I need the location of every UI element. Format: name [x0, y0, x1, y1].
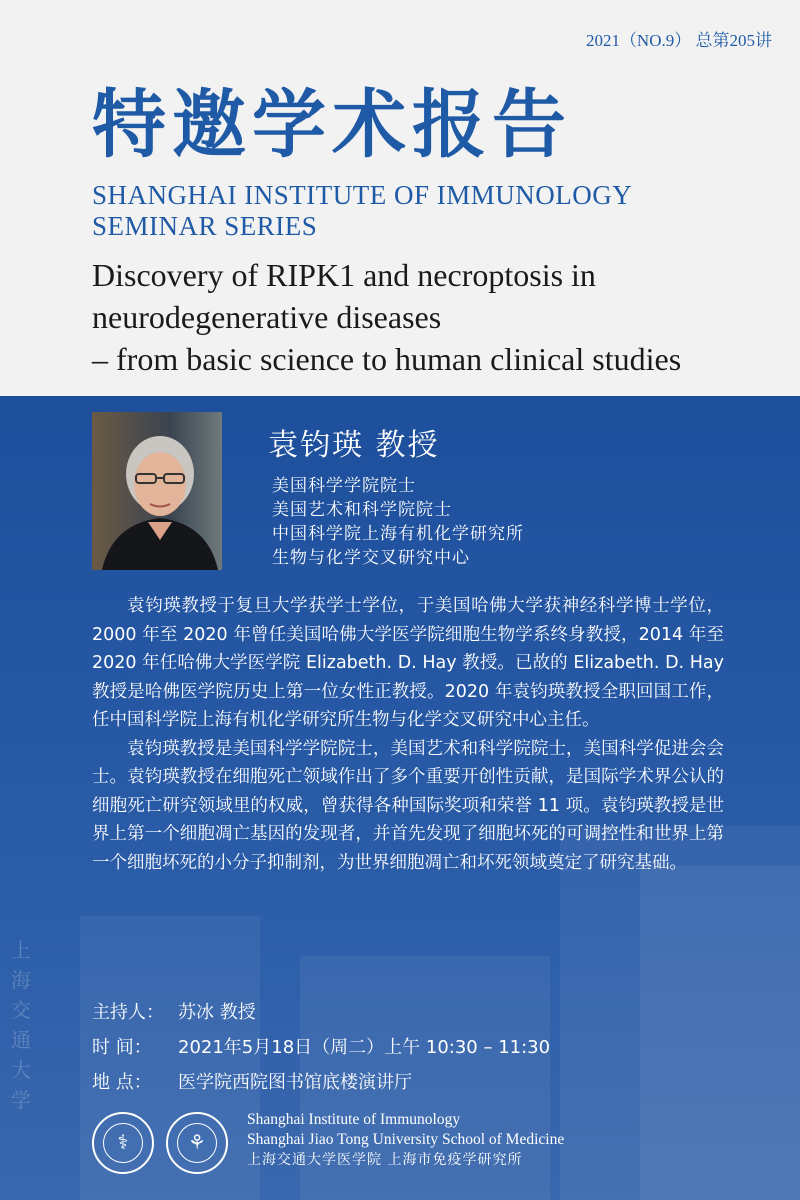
talk-title — [92, 254, 782, 380]
bio-paragraph-2: 袁钧瑛教授是美国科学学院院士，美国艺术和科学院院士，美国科学促进会会士。袁钧瑛教授在细胞死亡领域作出了多个重要开创性贡献，是国际学术界公认的细胞死亡研究领域里的权威，曾获得各种国际奖项和荣誉 11 项。袁钧瑛教授是世界上第一个细胞凋亡基因的发现者，并首先发现了细胞坏死的可调控性和世界上第一个细胞坏死的小分子抑制剂，为世界细胞凋亡和坏死领域奠定了研究基础。 — [92, 738, 724, 873]
header-panel — [0, 0, 800, 396]
talk-title-line-2: neurodegenerative diseases — [92, 299, 442, 335]
talk-title-line-1: Discovery of RIPK1 and necroptosis in — [92, 257, 596, 293]
place-row — [92, 1065, 550, 1100]
speaker-name: 袁钧瑛 教授 — [268, 428, 440, 463]
host-label: 主持人： — [92, 1002, 164, 1023]
speaker-title-2: 美国艺术和科学院院士 — [272, 500, 452, 520]
bio-paragraph-1: 袁钧瑛教授于复旦大学获学士学位，于美国哈佛大学获神经科学博士学位，2000 年至 2020 年曾任美国哈佛大学医学院细胞生物学系终身教授，2014 年至 2020 年任哈佛大学医学院 Elizabeth. D. Hay 教授。已故的 Elizabeth. D. Hay 教授是哈佛医学院历史上第一位女性正教授。2020 年袁钧瑛教授全职回国工作，任中国科学院上海有机化学研究所生物与化学交叉研究中心主任。 — [92, 596, 724, 730]
speaker-title-3: 中国科学院上海有机化学研究所 — [272, 524, 524, 544]
place-value: 医学院西院图书馆底楼演讲厅 — [178, 1072, 412, 1093]
series-line-2: SEMINAR SERIES — [92, 211, 318, 241]
place-label: 地 点： — [92, 1072, 152, 1093]
host-value: 苏冰 教授 — [178, 1002, 256, 1023]
institution-cn: 上海交通大学医学院 上海市免疫学研究所 — [247, 1152, 523, 1168]
speaker-bio — [92, 592, 724, 877]
building-bg-2 — [640, 866, 800, 1200]
immunology-institute-logo-icon: ⚘ — [166, 1112, 228, 1174]
speaker-title-4: 生物与化学交叉研究中心 — [272, 548, 470, 568]
time-row — [92, 1030, 550, 1065]
speaker-portrait-icon — [92, 412, 222, 570]
sjtu-medicine-logo-icon: ⚕ — [92, 1112, 154, 1174]
talk-title-line-3: – from basic science to human clinical studies — [92, 341, 682, 377]
speaker-titles — [272, 474, 524, 570]
seminar-series — [92, 180, 632, 242]
institution-en-1: Shanghai Institute of Immunology — [247, 1111, 461, 1128]
issue-number: 2021（NO.9） 总第205讲 — [585, 31, 772, 50]
host-row — [92, 995, 550, 1030]
time-value: 2021年5月18日（周二）上午 10:30 – 11:30 — [178, 1037, 551, 1058]
institution-block — [247, 1110, 564, 1170]
time-label: 时 间： — [92, 1037, 152, 1058]
page-title: 特邀学术报告 — [92, 82, 572, 168]
speaker-photo — [92, 412, 222, 570]
event-info — [92, 995, 550, 1100]
institution-en-2: Shanghai Jiao Tong University School of Medicine — [247, 1131, 565, 1148]
vertical-watermark: 上海交通大学 — [11, 938, 31, 1112]
speaker-title-1: 美国科学学院院士 — [272, 476, 416, 496]
series-line-1: SHANGHAI INSTITUTE OF IMMUNOLOGY — [92, 180, 633, 210]
